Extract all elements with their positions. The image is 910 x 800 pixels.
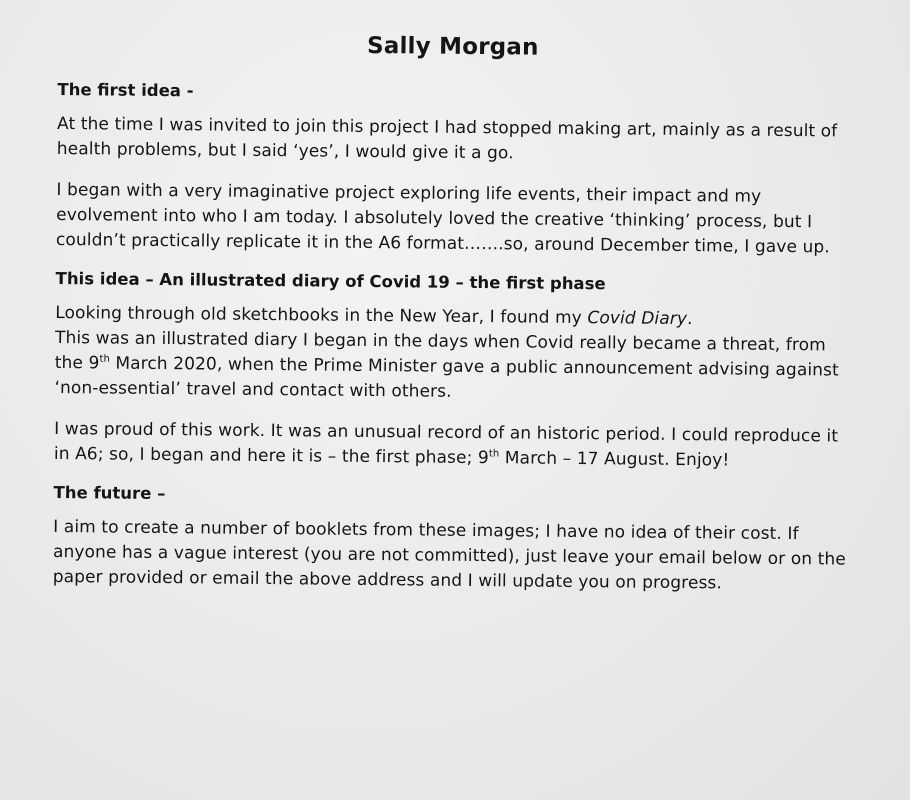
- paragraph: At the time I was invited to join this project I had stopped making art, mainly as a result of health problems, but I said ‘yes’, I would give it a go.: [56, 113, 838, 164]
- italic-title: Covid Diary: [587, 308, 688, 330]
- paragraph: [54, 417, 854, 475]
- ordinal-suffix: th: [99, 353, 110, 365]
- page-title: Sally Morgan: [366, 32, 539, 61]
- text-run: .: [686, 309, 693, 330]
- paragraph: [54, 301, 855, 409]
- text-run: March – 17 August. Enjoy!: [499, 448, 730, 471]
- paragraph: I began with a very imaginative project exploring life events, their impact and my evolvement into who I am today. I absolutely loved the creative ‘thinking’ process, but I couldn’t practically replicate it in the A6 format…….so, around December time, I gave up.: [55, 179, 830, 258]
- ordinal-suffix: th: [488, 448, 500, 460]
- text-run: March 2020, when the Prime Minister gave a public announcement advising against ‘non-essential’ travel and contact with others.: [54, 353, 839, 402]
- section-heading-future: The future –: [53, 482, 166, 504]
- section-heading-this-idea: This idea – An illustrated diary of Covid 19 – the first phase: [55, 268, 606, 294]
- paragraph: I aim to create a number of booklets from these images; I have no idea of their cost. If anyone has a vague interest (you are not committed), just leave your email below or on the paper provided or email the above address and I will update you on progress.: [52, 516, 846, 594]
- section-heading-first-idea: The first idea -: [57, 79, 194, 101]
- text-run: I was proud of this work. It was an unusual record of an historic period. I could reproduce it in A6; so, I began and here it is – the first phase; 9: [53, 418, 839, 469]
- statement-sheet: [52, 30, 857, 614]
- text-run: Looking through old sketchbooks in the New Year, I found my: [55, 302, 588, 329]
- text-run: This was an illustrated diary I began in the days when Covid really became a threat, from the 9: [54, 327, 826, 374]
